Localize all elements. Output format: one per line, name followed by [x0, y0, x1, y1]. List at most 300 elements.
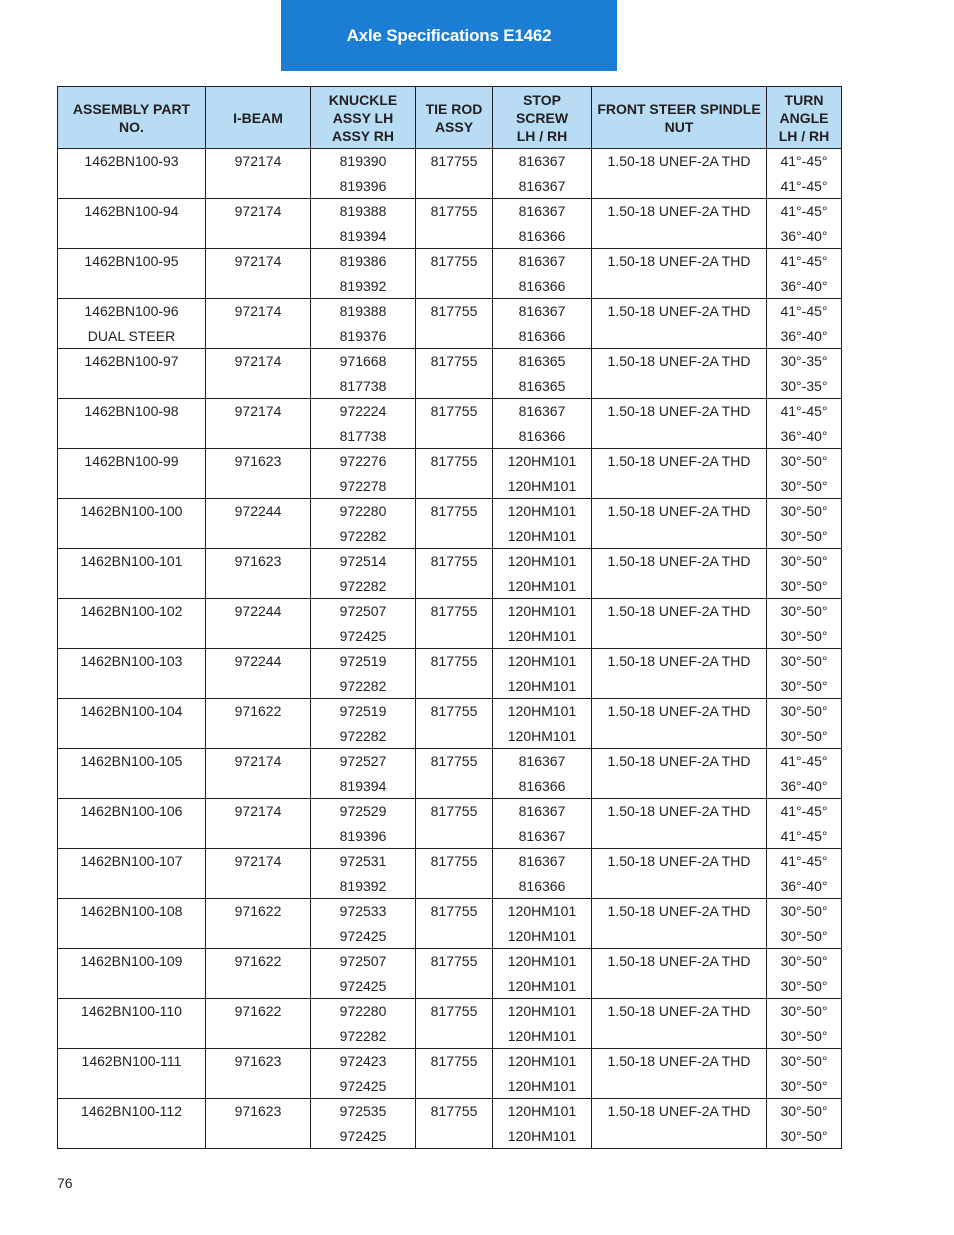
stop-screw-cell [493, 249, 592, 299]
spindle-nut-cell [592, 999, 767, 1049]
tie-rod-cell [416, 249, 493, 299]
assembly-part-cell-line: DUAL STEER [87, 327, 176, 344]
knuckle-cell-line: 819386 [339, 253, 387, 269]
knuckle-cell [311, 299, 416, 349]
stop-screw-cell-line: 816366 [518, 877, 566, 894]
knuckle-cell-line: 971668 [339, 353, 387, 369]
i-beam-cell [206, 299, 311, 349]
header-label-line: KNUCKLE [328, 91, 398, 108]
knuckle-cell [311, 949, 416, 999]
spindle-nut-cell-value: 1.50-18 UNEF-2A THD [607, 1053, 751, 1069]
turn-angle-cell-line: 30°-50° [780, 1027, 828, 1044]
stop-screw-cell [493, 649, 592, 699]
turn-angle-cell [767, 349, 842, 399]
spindle-nut-cell-value: 1.50-18 UNEF-2A THD [607, 303, 751, 319]
tie-rod-cell [416, 1099, 493, 1149]
table-header [58, 87, 842, 149]
header-turn-angle [767, 87, 842, 149]
header-tie-rod-assy [416, 87, 493, 149]
spindle-nut-cell [592, 599, 767, 649]
i-beam-cell-value: 971623 [234, 1053, 282, 1069]
i-beam-cell-value: 972174 [234, 353, 282, 369]
knuckle-cell-line: 972282 [339, 577, 387, 594]
turn-angle-cell [767, 949, 842, 999]
i-beam-cell-value: 971623 [234, 453, 282, 469]
spindle-nut-cell-value: 1.50-18 UNEF-2A THD [607, 453, 751, 469]
turn-angle-cell [767, 899, 842, 949]
knuckle-cell-line: 819390 [339, 153, 387, 169]
tie-rod-cell-value: 817755 [430, 303, 478, 319]
turn-angle-cell [767, 399, 842, 449]
turn-angle-cell-line: 30°-50° [780, 977, 828, 994]
assembly-part-cell [58, 199, 206, 249]
i-beam-cell-value: 972174 [234, 303, 282, 319]
assembly-part-cell [58, 149, 206, 199]
tie-rod-cell-value: 817755 [430, 1103, 478, 1119]
stop-screw-cell [493, 399, 592, 449]
assembly-part-cell-line [58, 524, 205, 549]
stop-screw-cell-line: 816367 [518, 827, 566, 844]
spindle-nut-cell [592, 1099, 767, 1149]
assembly-part-cell [58, 349, 206, 399]
knuckle-cell [311, 649, 416, 699]
turn-angle-cell [767, 199, 842, 249]
table-row [58, 749, 842, 799]
assembly-part-cell-line: 1462BN100-108 [80, 903, 183, 919]
knuckle-cell-line: 972282 [339, 677, 387, 694]
table-row [58, 699, 842, 749]
tie-rod-cell [416, 499, 493, 549]
stop-screw-cell-line: 816366 [518, 427, 566, 444]
knuckle-cell-line: 819376 [339, 327, 387, 344]
knuckle-cell-line: 972535 [339, 1103, 387, 1119]
knuckle-cell-line: 972282 [339, 727, 387, 744]
turn-angle-cell-line: 36°-40° [780, 277, 828, 294]
knuckle-cell [311, 849, 416, 899]
header-label-line: ASSY RH [332, 127, 394, 144]
tie-rod-cell [416, 549, 493, 599]
turn-angle-cell-line: 30°-50° [780, 677, 828, 694]
turn-angle-cell-line: 30°-50° [780, 927, 828, 944]
tie-rod-cell [416, 299, 493, 349]
spindle-nut-cell [592, 149, 767, 199]
knuckle-cell-line: 819392 [339, 877, 387, 894]
knuckle-cell-line: 972507 [339, 603, 387, 619]
assembly-part-cell [58, 799, 206, 849]
turn-angle-cell-line: 41°-45° [780, 177, 828, 194]
turn-angle-cell [767, 699, 842, 749]
assembly-part-cell [58, 1099, 206, 1149]
assembly-part-cell-line: 1462BN100-101 [80, 553, 183, 569]
i-beam-cell-value: 972174 [234, 753, 282, 769]
stop-screw-cell-line: 120HM101 [507, 953, 577, 969]
turn-angle-cell-line: 30°-35° [780, 353, 828, 369]
stop-screw-cell-line: 120HM101 [507, 577, 577, 594]
spindle-nut-cell-value: 1.50-18 UNEF-2A THD [607, 1003, 751, 1019]
knuckle-cell-line: 972527 [339, 753, 387, 769]
assembly-part-cell-line: 1462BN100-107 [80, 853, 183, 869]
knuckle-cell [311, 349, 416, 399]
i-beam-cell [206, 1049, 311, 1099]
assembly-part-cell [58, 699, 206, 749]
turn-angle-cell-line: 30°-35° [780, 377, 828, 394]
stop-screw-cell-line: 120HM101 [507, 453, 577, 469]
spindle-nut-cell [592, 1049, 767, 1099]
tie-rod-cell [416, 899, 493, 949]
stop-screw-cell-line: 816367 [518, 303, 566, 319]
tie-rod-cell [416, 699, 493, 749]
turn-angle-cell [767, 449, 842, 499]
table-body [58, 149, 842, 1149]
stop-screw-cell-line: 120HM101 [507, 703, 577, 719]
knuckle-cell-line: 972280 [339, 503, 387, 519]
turn-angle-cell-line: 30°-50° [780, 703, 828, 719]
spindle-nut-cell [592, 449, 767, 499]
turn-angle-cell-line: 41°-45° [780, 203, 828, 219]
assembly-part-cell-line [58, 224, 205, 249]
turn-angle-cell-line: 41°-45° [780, 853, 828, 869]
i-beam-cell [206, 749, 311, 799]
assembly-part-cell-line: 1462BN100-105 [80, 753, 183, 769]
knuckle-cell [311, 899, 416, 949]
assembly-part-cell-line [58, 724, 205, 749]
assembly-part-cell-line: 1462BN100-111 [81, 1053, 182, 1069]
tie-rod-cell [416, 599, 493, 649]
assembly-part-cell [58, 949, 206, 999]
stop-screw-cell-line: 120HM101 [507, 603, 577, 619]
stop-screw-cell [493, 349, 592, 399]
header-i-beam [206, 87, 311, 149]
tie-rod-cell-value: 817755 [430, 853, 478, 869]
knuckle-cell-line: 817738 [339, 427, 387, 444]
stop-screw-cell [493, 749, 592, 799]
i-beam-cell [206, 649, 311, 699]
spindle-nut-cell [592, 849, 767, 899]
header-knuckle-assy [311, 87, 416, 149]
i-beam-cell-value: 971622 [234, 703, 282, 719]
tie-rod-cell-value: 817755 [430, 653, 478, 669]
table-row [58, 799, 842, 849]
assembly-part-cell-line [58, 574, 205, 599]
stop-screw-cell-line: 816365 [518, 377, 566, 394]
i-beam-cell-value: 972244 [234, 603, 282, 619]
i-beam-cell-value: 972244 [234, 503, 282, 519]
table-row [58, 599, 842, 649]
assembly-part-cell-line: 1462BN100-110 [81, 1003, 182, 1019]
stop-screw-cell [493, 1049, 592, 1099]
spindle-nut-cell [592, 299, 767, 349]
stop-screw-cell-line: 120HM101 [507, 977, 577, 994]
turn-angle-cell [767, 499, 842, 549]
turn-angle-cell-line: 30°-50° [780, 1053, 828, 1069]
stop-screw-cell-line: 120HM101 [507, 1027, 577, 1044]
i-beam-cell-value: 971622 [234, 903, 282, 919]
tie-rod-cell [416, 999, 493, 1049]
i-beam-cell-value: 972174 [234, 153, 282, 169]
turn-angle-cell [767, 749, 842, 799]
knuckle-cell [311, 449, 416, 499]
knuckle-cell [311, 699, 416, 749]
stop-screw-cell [493, 949, 592, 999]
stop-screw-cell-line: 816367 [518, 403, 566, 419]
i-beam-cell [206, 149, 311, 199]
turn-angle-cell [767, 1049, 842, 1099]
stop-screw-cell-line: 816367 [518, 853, 566, 869]
header-label-line: TURN [784, 91, 824, 108]
assembly-part-cell [58, 299, 206, 349]
assembly-part-cell-line: 1462BN100-103 [80, 653, 183, 669]
spindle-nut-cell [592, 249, 767, 299]
tie-rod-cell [416, 799, 493, 849]
spindle-nut-cell-value: 1.50-18 UNEF-2A THD [607, 1103, 751, 1119]
spindle-nut-cell [592, 349, 767, 399]
spindle-nut-cell [592, 649, 767, 699]
tie-rod-cell-value: 817755 [430, 953, 478, 969]
i-beam-cell [206, 799, 311, 849]
assembly-part-cell-line: 1462BN100-100 [80, 503, 183, 519]
spindle-nut-cell-value: 1.50-18 UNEF-2A THD [607, 553, 751, 569]
spindle-nut-cell [592, 499, 767, 549]
knuckle-cell [311, 1049, 416, 1099]
header-label-line: NUT [664, 118, 694, 135]
i-beam-cell [206, 199, 311, 249]
assembly-part-cell-line [58, 774, 205, 799]
assembly-part-cell [58, 1049, 206, 1099]
spindle-nut-cell [592, 699, 767, 749]
turn-angle-cell-line: 36°-40° [780, 427, 828, 444]
turn-angle-cell [767, 149, 842, 199]
knuckle-cell-line: 817738 [339, 377, 387, 394]
knuckle-cell-line: 819396 [339, 827, 387, 844]
assembly-part-cell-line: 1462BN100-106 [80, 803, 183, 819]
i-beam-cell-value: 972174 [234, 203, 282, 219]
tie-rod-cell-value: 817755 [430, 803, 478, 819]
stop-screw-cell-line: 816366 [518, 777, 566, 794]
turn-angle-cell-line: 41°-45° [780, 803, 828, 819]
page-number: 76 [57, 1175, 73, 1191]
assembly-part-cell [58, 399, 206, 449]
tie-rod-cell-value: 817755 [430, 203, 478, 219]
stop-screw-cell [493, 499, 592, 549]
header-stop-screw [493, 87, 592, 149]
i-beam-cell-value: 972174 [234, 403, 282, 419]
knuckle-cell-line: 972533 [339, 903, 387, 919]
stop-screw-cell-line: 816367 [518, 753, 566, 769]
knuckle-cell-line: 972425 [339, 1077, 387, 1094]
stop-screw-cell [493, 849, 592, 899]
assembly-part-cell [58, 749, 206, 799]
i-beam-cell-value: 971622 [234, 953, 282, 969]
spindle-nut-cell [592, 799, 767, 849]
spindle-nut-cell-value: 1.50-18 UNEF-2A THD [607, 803, 751, 819]
knuckle-cell-line: 819388 [339, 303, 387, 319]
assembly-part-cell-line: 1462BN100-104 [80, 703, 183, 719]
assembly-part-cell-line: 1462BN100-112 [81, 1103, 182, 1119]
knuckle-cell [311, 599, 416, 649]
spindle-nut-cell-value: 1.50-18 UNEF-2A THD [607, 953, 751, 969]
i-beam-cell [206, 999, 311, 1049]
stop-screw-cell [493, 599, 592, 649]
tie-rod-cell-value: 817755 [430, 153, 478, 169]
turn-angle-cell-line: 30°-50° [780, 953, 828, 969]
assembly-part-cell [58, 599, 206, 649]
stop-screw-cell-line: 120HM101 [507, 527, 577, 544]
knuckle-cell-line: 972425 [339, 977, 387, 994]
knuckle-cell-line: 972280 [339, 1003, 387, 1019]
spindle-nut-cell-value: 1.50-18 UNEF-2A THD [607, 203, 751, 219]
turn-angle-cell [767, 799, 842, 849]
turn-angle-cell-line: 36°-40° [780, 227, 828, 244]
table-row [58, 849, 842, 899]
i-beam-cell [206, 549, 311, 599]
stop-screw-cell-line: 816365 [518, 353, 566, 369]
tie-rod-cell-value: 817755 [430, 703, 478, 719]
assembly-part-cell-line: 1462BN100-98 [84, 403, 179, 419]
spindle-nut-cell [592, 899, 767, 949]
turn-angle-cell-line: 36°-40° [780, 877, 828, 894]
table-row [58, 199, 842, 249]
assembly-part-cell-line: 1462BN100-97 [84, 353, 179, 369]
stop-screw-cell-line: 120HM101 [507, 927, 577, 944]
turn-angle-cell-line: 30°-50° [780, 1103, 828, 1119]
stop-screw-cell-line: 120HM101 [507, 1103, 577, 1119]
stop-screw-cell-line: 816367 [518, 803, 566, 819]
i-beam-cell-value: 971623 [234, 1103, 282, 1119]
spindle-nut-cell [592, 199, 767, 249]
header-row [58, 87, 842, 149]
stop-screw-cell-line: 120HM101 [507, 653, 577, 669]
turn-angle-cell [767, 549, 842, 599]
header-label-line: LH / RH [778, 127, 830, 144]
header-label-line: ANGLE [779, 109, 829, 126]
table-row [58, 549, 842, 599]
header-label-line: TIE ROD [425, 100, 483, 117]
stop-screw-cell-line: 120HM101 [507, 477, 577, 494]
knuckle-cell [311, 149, 416, 199]
header-label-line: ASSEMBLY PART [72, 100, 191, 117]
i-beam-cell [206, 1099, 311, 1149]
stop-screw-cell [493, 699, 592, 749]
knuckle-cell-line: 972531 [339, 853, 387, 869]
header-label-line: ASSY LH [332, 109, 394, 126]
stop-screw-cell-line: 120HM101 [507, 903, 577, 919]
stop-screw-cell [493, 449, 592, 499]
spindle-nut-cell-value: 1.50-18 UNEF-2A THD [607, 603, 751, 619]
knuckle-cell [311, 799, 416, 849]
spindle-nut-cell [592, 749, 767, 799]
assembly-part-cell [58, 249, 206, 299]
header-label-line: NO. [119, 118, 144, 135]
assembly-part-cell-line: 1462BN100-95 [84, 253, 179, 269]
turn-angle-cell-line: 30°-50° [780, 653, 828, 669]
table-row [58, 249, 842, 299]
assembly-part-cell [58, 999, 206, 1049]
turn-angle-cell-line: 30°-50° [780, 627, 828, 644]
knuckle-cell-line: 972425 [339, 1127, 387, 1144]
tie-rod-cell-value: 817755 [430, 753, 478, 769]
stop-screw-cell-line: 120HM101 [507, 727, 577, 744]
assembly-part-cell-line [58, 874, 205, 899]
i-beam-cell [206, 949, 311, 999]
i-beam-cell [206, 849, 311, 899]
stop-screw-cell [493, 1099, 592, 1149]
assembly-part-cell [58, 499, 206, 549]
table-row [58, 449, 842, 499]
table-row [58, 899, 842, 949]
turn-angle-cell-line: 30°-50° [780, 1077, 828, 1094]
assembly-part-cell-line [58, 174, 205, 199]
stop-screw-cell-line: 816366 [518, 227, 566, 244]
table-row [58, 1099, 842, 1149]
tie-rod-cell-value: 817755 [430, 1053, 478, 1069]
tie-rod-cell [416, 449, 493, 499]
turn-angle-cell-line: 30°-50° [780, 1127, 828, 1144]
spindle-nut-cell-value: 1.50-18 UNEF-2A THD [607, 403, 751, 419]
i-beam-cell [206, 349, 311, 399]
assembly-part-cell [58, 649, 206, 699]
header-label-line: STOP SCREW [515, 91, 569, 126]
assembly-part-cell-line: 1462BN100-99 [84, 453, 179, 469]
spindle-nut-cell-value: 1.50-18 UNEF-2A THD [607, 153, 751, 169]
assembly-part-cell-line [58, 974, 205, 999]
stop-screw-cell-line: 816366 [518, 277, 566, 294]
tie-rod-cell-value: 817755 [430, 1003, 478, 1019]
stop-screw-cell-line: 120HM101 [507, 627, 577, 644]
stop-screw-cell [493, 799, 592, 849]
i-beam-cell-value: 971622 [234, 1003, 282, 1019]
knuckle-cell [311, 199, 416, 249]
knuckle-cell [311, 499, 416, 549]
stop-screw-cell-line: 816367 [518, 177, 566, 194]
knuckle-cell [311, 249, 416, 299]
i-beam-cell-value: 972244 [234, 653, 282, 669]
knuckle-cell-line: 819388 [339, 203, 387, 219]
i-beam-cell [206, 249, 311, 299]
table-row [58, 1049, 842, 1099]
stop-screw-cell-line: 816367 [518, 153, 566, 169]
turn-angle-cell-line: 41°-45° [780, 403, 828, 419]
tie-rod-cell [416, 349, 493, 399]
assembly-part-cell-line [58, 1024, 205, 1049]
header-label-line: I-BEAM [233, 109, 283, 126]
assembly-part-cell-line [58, 624, 205, 649]
assembly-part-cell-line [58, 824, 205, 849]
tie-rod-cell-value: 817755 [430, 403, 478, 419]
tie-rod-cell-value: 817755 [430, 553, 478, 569]
header-label-line: ASSY [434, 118, 474, 135]
knuckle-cell [311, 549, 416, 599]
assembly-part-cell-line: 1462BN100-93 [84, 153, 179, 169]
knuckle-cell-line: 819396 [339, 177, 387, 194]
knuckle-cell-line: 972519 [339, 703, 387, 719]
spindle-nut-cell-value: 1.50-18 UNEF-2A THD [607, 503, 751, 519]
table-row [58, 299, 842, 349]
header-label-line: FRONT STEER SPINDLE [597, 100, 761, 117]
table-row [58, 499, 842, 549]
turn-angle-cell-line: 36°-40° [780, 327, 828, 344]
spindle-nut-cell-value: 1.50-18 UNEF-2A THD [607, 253, 751, 269]
turn-angle-cell-line: 41°-45° [780, 827, 828, 844]
turn-angle-cell-line: 41°-45° [780, 303, 828, 319]
assembly-part-cell-line [58, 374, 205, 399]
tie-rod-cell [416, 1049, 493, 1099]
turn-angle-cell [767, 299, 842, 349]
stop-screw-cell [493, 149, 592, 199]
knuckle-cell-line: 972529 [339, 803, 387, 819]
stop-screw-cell [493, 999, 592, 1049]
page-title: Axle Specifications E1462 [281, 0, 617, 71]
turn-angle-cell-line: 30°-50° [780, 503, 828, 519]
